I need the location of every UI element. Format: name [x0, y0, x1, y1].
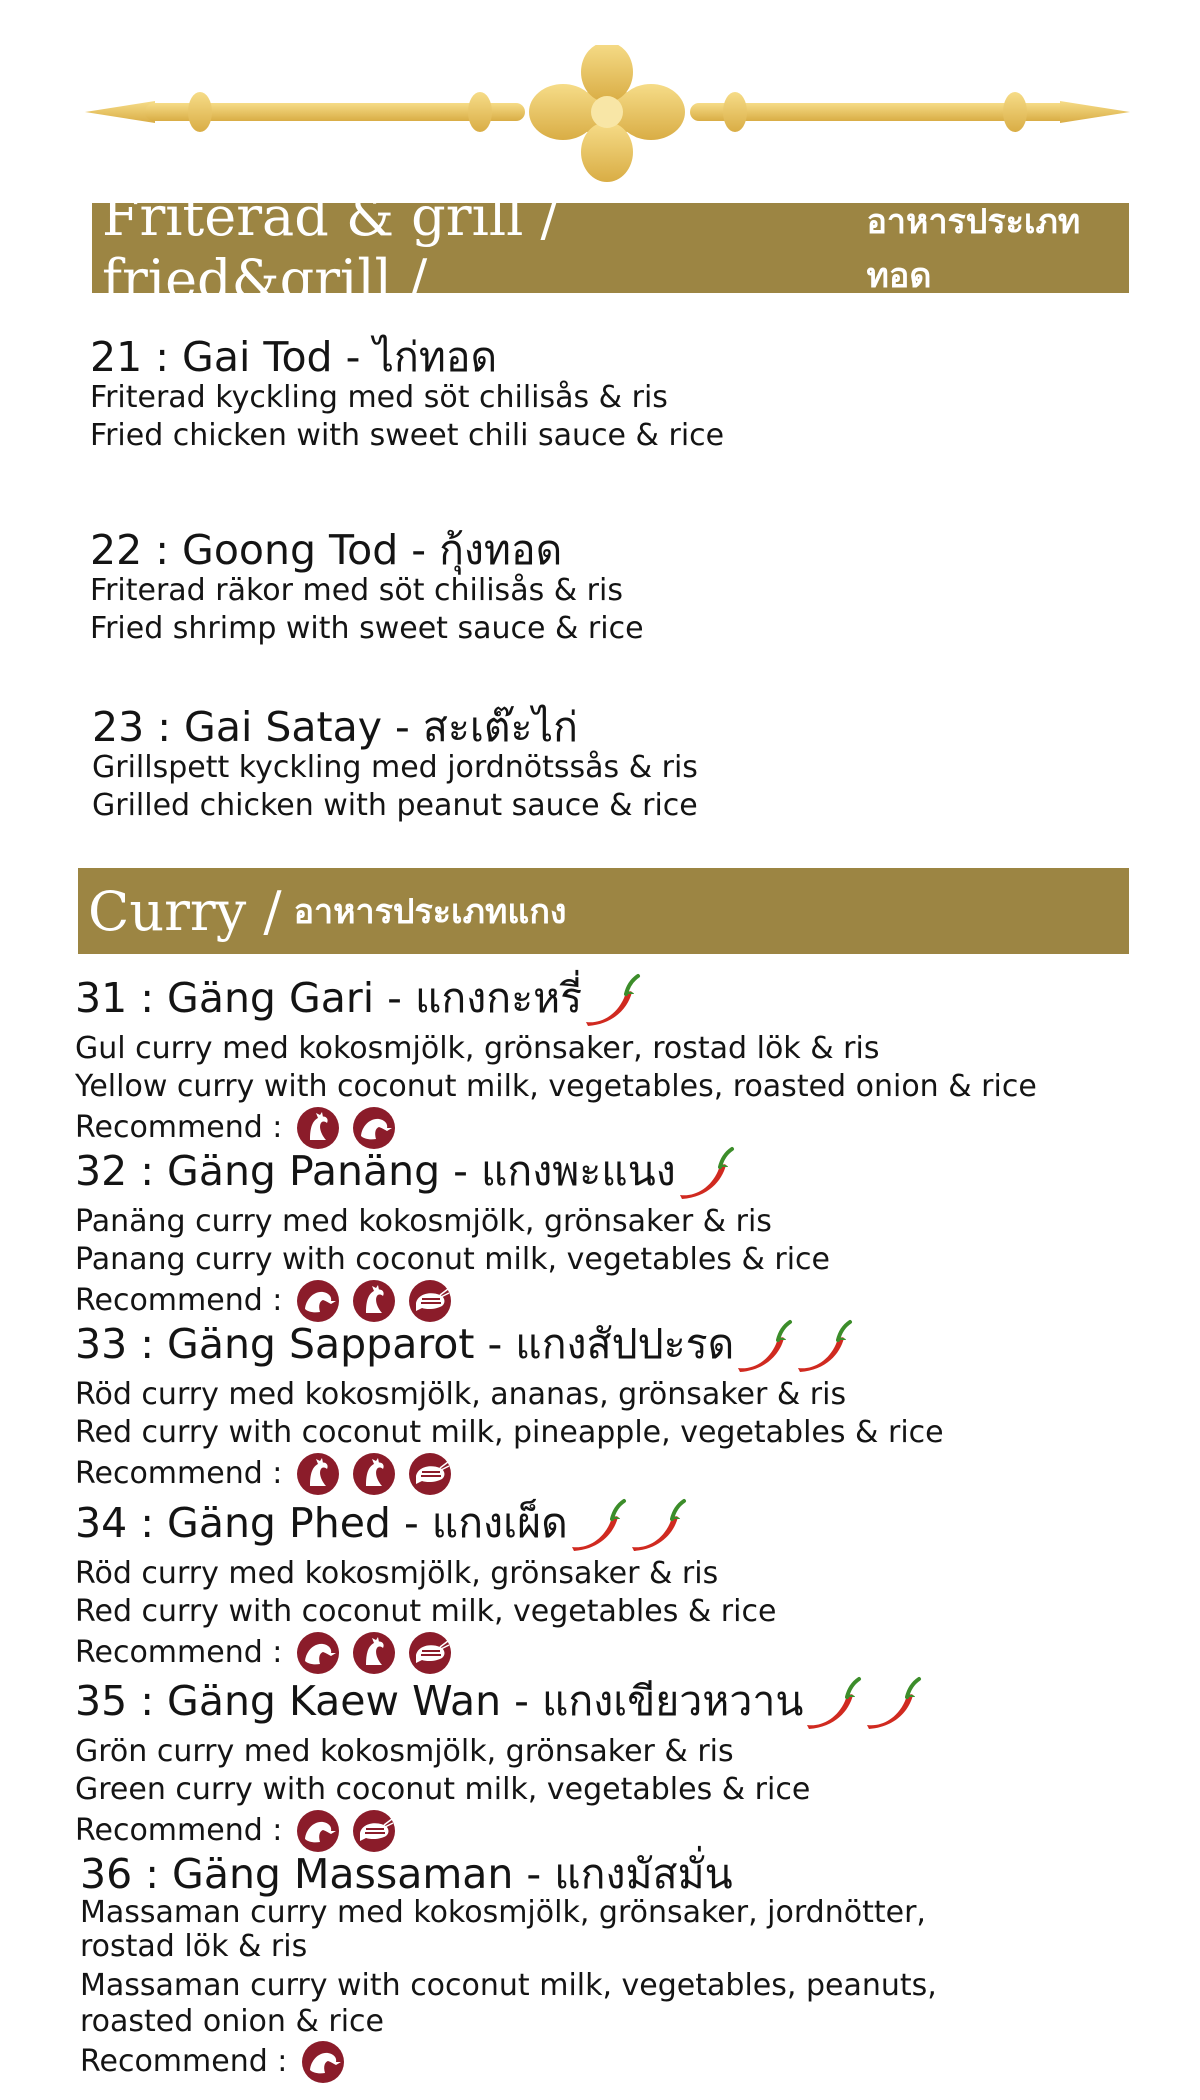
chili-rating — [582, 974, 642, 1022]
recommend-label: Recommend : — [75, 1110, 283, 1145]
recommend-icons — [301, 2040, 345, 2084]
recommend-icons — [296, 1631, 452, 1675]
item-desc-en: Massaman curry with coconut milk, vegetables, peanuts, — [80, 1968, 937, 2003]
item-desc-sv: Gul curry med kokosmjölk, grönsaker, rostad lök & ris — [75, 1031, 880, 1066]
item-title: 23 : Gai Satay - สะเต๊ะไก่ — [92, 703, 578, 751]
shrimp-icon — [408, 1452, 452, 1496]
item-title: 31 : Gäng Gari - แกงกะหรี่ — [75, 974, 583, 1022]
menu-item-32 — [75, 1145, 1200, 1323]
section-title-thai: อาหารประเภทแกง — [293, 892, 567, 932]
menu-item-33 — [75, 1318, 1200, 1496]
menu-item-23 — [92, 705, 1200, 825]
menu-item-31 — [75, 972, 1200, 1150]
item-desc-sv: Grön curry med kokosmjölk, grönsaker & ris — [75, 1734, 734, 1769]
item-title: 22 : Goong Tod - กุ้งทอด — [90, 526, 563, 574]
item-desc-sv: Röd curry med kokosmjölk, ananas, grönsaker & ris — [75, 1377, 847, 1412]
item-desc-sv-cont: rostad lök & ris — [80, 1929, 308, 1964]
gold-ornament-divider — [85, 45, 1130, 185]
chili-icon — [794, 1318, 854, 1376]
item-title: 21 : Gai Tod - ไก่ทอด — [90, 333, 498, 381]
duck-icon — [301, 2040, 345, 2084]
menu-item-35 — [75, 1675, 1200, 1853]
item-desc-en: Red curry with coconut milk, vegetables & rice — [75, 1594, 777, 1629]
chili-icon — [628, 1497, 688, 1555]
duck-icon — [296, 1631, 340, 1675]
chili-icon — [734, 1318, 794, 1376]
item-title: 33 : Gäng Sapparot - แกงสัปปะรด — [75, 1320, 735, 1368]
chicken-icon — [352, 1279, 396, 1323]
item-desc-sv: Panäng curry med kokosmjölk, grönsaker & ris — [75, 1204, 772, 1239]
item-desc-en: Panang curry with coconut milk, vegetables & rice — [75, 1242, 831, 1277]
chicken-icon — [296, 1106, 340, 1150]
chili-icon — [803, 1675, 863, 1733]
item-desc-sv: Grillspett kyckling med jordnötssås & ris — [92, 750, 698, 785]
menu-item-36 — [80, 1852, 1200, 2084]
recommend-icons — [296, 1452, 452, 1496]
recommend-label: Recommend : — [75, 1283, 283, 1318]
section-title-thai: อาหารประเภททอด — [866, 202, 1081, 296]
item-desc-en: Grilled chicken with peanut sauce & rice — [92, 788, 698, 823]
section-banner-fried — [92, 185, 1129, 311]
duck-icon — [296, 1279, 340, 1323]
recommend-icons — [296, 1106, 396, 1150]
section-title-latin: Friterad & grill / fried&grill / — [102, 185, 559, 311]
item-title: 34 : Gäng Phed - แกงเผ็ด — [75, 1499, 568, 1547]
chili-rating — [734, 1320, 854, 1368]
item-desc-en: Fried shrimp with sweet sauce & rice — [90, 611, 644, 646]
menu-item-21 — [90, 335, 1200, 455]
item-desc-en-cont: roasted onion & rice — [80, 2004, 384, 2039]
duck-icon — [296, 1809, 340, 1853]
item-desc-en: Green curry with coconut milk, vegetables & rice — [75, 1772, 811, 1807]
item-title: 36 : Gäng Massaman - แกงมัสมั่น — [80, 1850, 733, 1898]
menu-item-34 — [75, 1497, 1200, 1675]
chicken-icon — [352, 1631, 396, 1675]
chili-icon — [676, 1145, 736, 1203]
recommend-label: Recommend : — [75, 1456, 283, 1491]
item-desc-en: Yellow curry with coconut milk, vegetables, roasted onion & rice — [75, 1069, 1037, 1104]
recommend-icons — [296, 1279, 452, 1323]
item-desc-sv: Friterad räkor med söt chilisås & ris — [90, 573, 623, 608]
chicken-icon — [296, 1452, 340, 1496]
section-title-latin: Curry / — [88, 879, 282, 943]
chili-icon — [863, 1675, 923, 1733]
chili-rating — [676, 1147, 736, 1195]
chili-icon — [568, 1497, 628, 1555]
chili-icon — [582, 972, 642, 1030]
item-desc-sv: Friterad kyckling med söt chilisås & ris — [90, 380, 668, 415]
chicken-icon — [352, 1452, 396, 1496]
recommend-icons — [296, 1809, 396, 1853]
recommend-label: Recommend : — [75, 1635, 283, 1670]
chili-rating — [803, 1677, 923, 1725]
menu-item-22 — [90, 528, 1200, 648]
recommend-label: Recommend : — [75, 1813, 283, 1848]
item-desc-en: Fried chicken with sweet chili sauce & rice — [90, 418, 725, 453]
chili-rating — [568, 1499, 688, 1547]
shrimp-icon — [408, 1279, 452, 1323]
item-desc-sv: Röd curry med kokosmjölk, grönsaker & ris — [75, 1556, 719, 1591]
item-desc-en: Red curry with coconut milk, pineapple, vegetables & rice — [75, 1415, 944, 1450]
item-title: 35 : Gäng Kaew Wan - แกงเขียวหวาน — [75, 1677, 804, 1725]
item-desc-sv: Massaman curry med kokosmjölk, grönsaker, jordnötter, — [80, 1895, 926, 1930]
shrimp-icon — [352, 1809, 396, 1853]
recommend-label: Recommend : — [80, 2044, 288, 2079]
section-banner-curry — [78, 868, 1129, 954]
item-title: 32 : Gäng Panäng - แกงพะแนง — [75, 1147, 676, 1195]
duck-icon — [352, 1106, 396, 1150]
shrimp-icon — [408, 1631, 452, 1675]
